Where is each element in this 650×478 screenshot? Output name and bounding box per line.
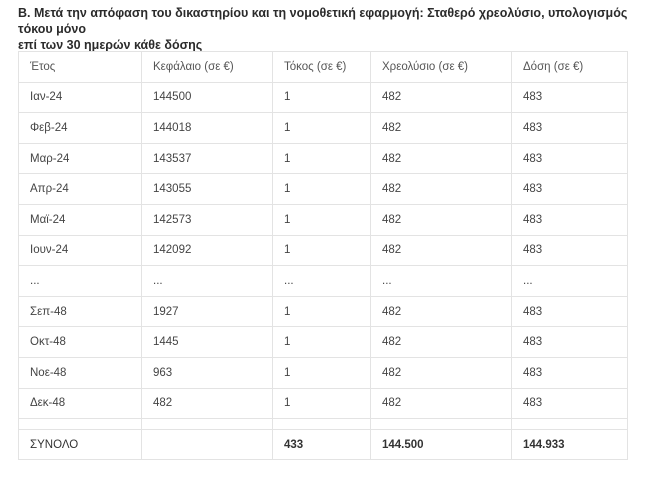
cell-year: Ιαν-24 — [19, 82, 142, 113]
cell-installment: 483 — [512, 357, 628, 388]
cell-interest: 1 — [273, 388, 371, 419]
table-row — [19, 82, 628, 113]
table-row — [19, 296, 628, 327]
cell-interest: 1 — [273, 235, 371, 266]
cell-principal: 482 — [371, 357, 512, 388]
cell-year: Φεβ-24 — [19, 113, 142, 144]
header-capital: Κεφάλαιο (σε €) — [142, 52, 273, 83]
heading-line-2: επί των 30 ημερών κάθε δόσης — [18, 38, 203, 52]
cell-installment: 483 — [512, 204, 628, 235]
cell-interest: 1 — [273, 204, 371, 235]
cell-interest: 1 — [273, 143, 371, 174]
table-row — [19, 204, 628, 235]
cell-year: Απρ-24 — [19, 174, 142, 205]
table-row — [19, 143, 628, 174]
cell-principal: 482 — [371, 113, 512, 144]
table-row — [19, 113, 628, 144]
cell-interest: 1 — [273, 113, 371, 144]
cell-principal: 482 — [371, 174, 512, 205]
cell-capital: 143055 — [142, 174, 273, 205]
cell-interest: 1 — [273, 327, 371, 358]
cell-year: Ιουν-24 — [19, 235, 142, 266]
cell-installment: 483 — [512, 327, 628, 358]
spacer-cell — [512, 419, 628, 430]
cell-year: Νοε-48 — [19, 357, 142, 388]
cell-interest: ... — [273, 266, 371, 297]
cell-principal: 482 — [371, 143, 512, 174]
cell-principal: 482 — [371, 82, 512, 113]
total-interest: 433 — [273, 430, 371, 460]
cell-installment: 483 — [512, 296, 628, 327]
total-installment: 144.933 — [512, 430, 628, 460]
cell-capital: 482 — [142, 388, 273, 419]
cell-year: Σεπ-48 — [19, 296, 142, 327]
cell-year: ... — [19, 266, 142, 297]
cell-principal: 482 — [371, 296, 512, 327]
cell-year: Δεκ-48 — [19, 388, 142, 419]
cell-installment: 483 — [512, 174, 628, 205]
cell-capital: 1445 — [142, 327, 273, 358]
cell-installment: ... — [512, 266, 628, 297]
cell-capital: 143537 — [142, 143, 273, 174]
cell-installment: 483 — [512, 235, 628, 266]
heading-line-1: Β. Μετά την απόφαση του δικαστηρίου και τη νομοθετική εφαρμογή: Σταθερό χρεολύσιο, υπολογισμός τόκου μόνο — [18, 6, 628, 36]
header-year: Έτος — [19, 52, 142, 83]
cell-principal: 482 — [371, 327, 512, 358]
cell-year: Μαϊ-24 — [19, 204, 142, 235]
cell-principal: 482 — [371, 235, 512, 266]
amortization-table — [18, 51, 628, 460]
spacer-cell — [273, 419, 371, 430]
total-label: ΣΥΝΟΛΟ — [19, 430, 142, 460]
table-row — [19, 235, 628, 266]
cell-installment: 483 — [512, 388, 628, 419]
table-spacer-row — [19, 419, 628, 430]
table-row-ellipsis — [19, 266, 628, 297]
header-interest: Τόκος (σε €) — [273, 52, 371, 83]
table-total-row — [19, 430, 628, 460]
table-row — [19, 388, 628, 419]
cell-interest: 1 — [273, 296, 371, 327]
header-principal: Χρεολύσιο (σε €) — [371, 52, 512, 83]
cell-capital: 142092 — [142, 235, 273, 266]
cell-year: Οκτ-48 — [19, 327, 142, 358]
cell-capital: 144018 — [142, 113, 273, 144]
cell-capital: 963 — [142, 357, 273, 388]
cell-year: Μαρ-24 — [19, 143, 142, 174]
cell-capital: 142573 — [142, 204, 273, 235]
total-principal: 144.500 — [371, 430, 512, 460]
table-row — [19, 327, 628, 358]
table-header-row — [19, 52, 628, 83]
spacer-cell — [371, 419, 512, 430]
header-installment: Δόση (σε €) — [512, 52, 628, 83]
cell-principal: 482 — [371, 388, 512, 419]
table-row — [19, 174, 628, 205]
cell-installment: 483 — [512, 82, 628, 113]
spacer-cell — [19, 419, 142, 430]
total-capital — [142, 430, 273, 460]
spacer-cell — [142, 419, 273, 430]
cell-interest: 1 — [273, 174, 371, 205]
cell-capital: 144500 — [142, 82, 273, 113]
cell-interest: 1 — [273, 82, 371, 113]
cell-interest: 1 — [273, 357, 371, 388]
cell-principal: 482 — [371, 204, 512, 235]
section-heading — [18, 5, 638, 53]
cell-installment: 483 — [512, 143, 628, 174]
cell-capital: 1927 — [142, 296, 273, 327]
cell-principal: ... — [371, 266, 512, 297]
cell-capital: ... — [142, 266, 273, 297]
cell-installment: 483 — [512, 113, 628, 144]
table-row — [19, 357, 628, 388]
